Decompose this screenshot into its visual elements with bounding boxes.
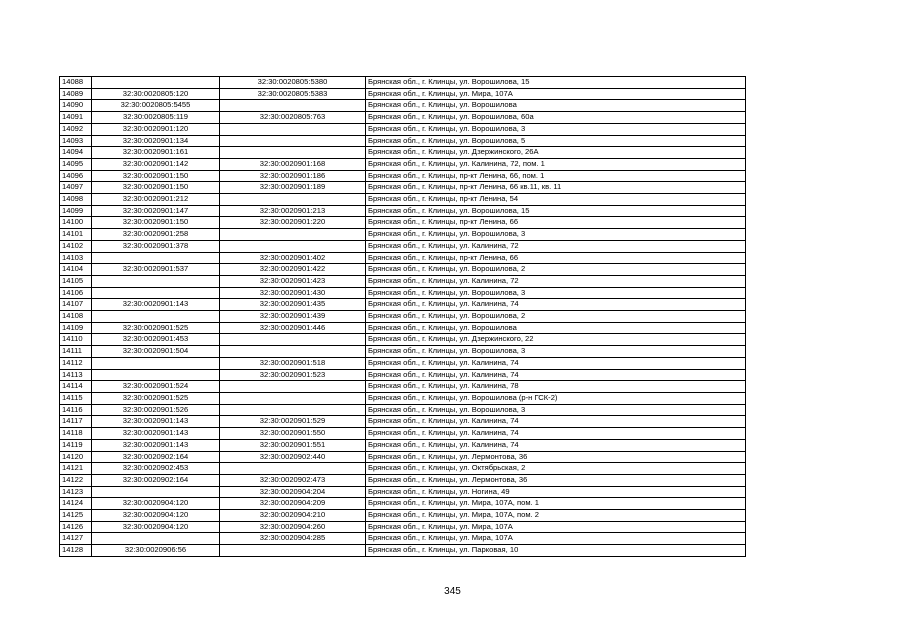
row-number-cell: 14120 — [60, 451, 92, 463]
row-number-cell: 14121 — [60, 463, 92, 475]
address-cell: Брянская обл., г. Клинцы, ул. Калинина, 72, пом. 1 — [366, 158, 746, 170]
row-number-cell: 14109 — [60, 322, 92, 334]
row-number-cell: 14096 — [60, 170, 92, 182]
table-row — [60, 123, 746, 135]
row-number-cell: 14102 — [60, 240, 92, 252]
parent-cadastral-number-cell: 32:30:0020906:56 — [92, 545, 220, 557]
row-number-cell: 14110 — [60, 334, 92, 346]
cadastral-table — [59, 76, 746, 557]
parent-cadastral-number-cell: 32:30:0020901:143 — [92, 416, 220, 428]
parent-cadastral-number-cell: 32:30:0020901:143 — [92, 299, 220, 311]
table-row — [60, 521, 746, 533]
cadastral-number-cell: 32:30:0020901:518 — [220, 357, 366, 369]
parent-cadastral-number-cell: 32:30:0020904:120 — [92, 521, 220, 533]
cadastral-number-cell: 32:30:0020901:529 — [220, 416, 366, 428]
row-number-cell: 14112 — [60, 357, 92, 369]
table-row — [60, 334, 746, 346]
cadastral-number-cell: 32:30:0020805:5383 — [220, 88, 366, 100]
cadastral-number-cell: 32:30:0020901:189 — [220, 182, 366, 194]
cadastral-number-cell — [220, 381, 366, 393]
table-row — [60, 275, 746, 287]
parent-cadastral-number-cell: 32:30:0020901:150 — [92, 217, 220, 229]
table-row — [60, 498, 746, 510]
address-cell: Брянская обл., г. Клинцы, пр-кт Ленина, 66 — [366, 217, 746, 229]
row-number-cell: 14089 — [60, 88, 92, 100]
row-number-cell: 14114 — [60, 381, 92, 393]
parent-cadastral-number-cell: 32:30:0020902:453 — [92, 463, 220, 475]
row-number-cell: 14119 — [60, 439, 92, 451]
table-row — [60, 77, 746, 89]
cadastral-number-cell — [220, 392, 366, 404]
address-cell: Брянская обл., г. Клинцы, ул. Калинина, 72 — [366, 275, 746, 287]
table-row — [60, 322, 746, 334]
cadastral-number-cell: 32:30:0020904:209 — [220, 498, 366, 510]
address-cell: Брянская обл., г. Клинцы, ул. Дзержинского, 22 — [366, 334, 746, 346]
cadastral-number-cell — [220, 100, 366, 112]
row-number-cell: 14101 — [60, 229, 92, 241]
row-number-cell: 14099 — [60, 205, 92, 217]
parent-cadastral-number-cell: 32:30:0020902:164 — [92, 474, 220, 486]
cadastral-number-cell — [220, 123, 366, 135]
address-cell: Брянская обл., г. Клинцы, ул. Ногина, 49 — [366, 486, 746, 498]
cadastral-number-cell: 32:30:0020904:260 — [220, 521, 366, 533]
row-number-cell: 14092 — [60, 123, 92, 135]
cadastral-number-cell: 32:30:0020904:285 — [220, 533, 366, 545]
table-row — [60, 510, 746, 522]
cadastral-number-cell: 32:30:0020901:550 — [220, 428, 366, 440]
table-row — [60, 428, 746, 440]
address-cell: Брянская обл., г. Клинцы, ул. Ворошилова, 3 — [366, 123, 746, 135]
cadastral-number-cell — [220, 147, 366, 159]
table-row — [60, 474, 746, 486]
row-number-cell: 14117 — [60, 416, 92, 428]
row-number-cell: 14124 — [60, 498, 92, 510]
address-cell: Брянская обл., г. Клинцы, ул. Ворошилова — [366, 100, 746, 112]
cadastral-number-cell: 32:30:0020901:439 — [220, 311, 366, 323]
address-cell: Брянская обл., г. Клинцы, ул. Ворошилова (р-н ГСК-2) — [366, 392, 746, 404]
table-row — [60, 392, 746, 404]
cadastral-number-cell — [220, 346, 366, 358]
table-row — [60, 381, 746, 393]
cadastral-number-cell: 32:30:0020904:204 — [220, 486, 366, 498]
cadastral-number-cell: 32:30:0020901:430 — [220, 287, 366, 299]
address-cell: Брянская обл., г. Клинцы, ул. Калинина, 72 — [366, 240, 746, 252]
table-body — [60, 77, 746, 557]
parent-cadastral-number-cell: 32:30:0020805:119 — [92, 112, 220, 124]
table-row — [60, 88, 746, 100]
row-number-cell: 14100 — [60, 217, 92, 229]
cadastral-number-cell: 32:30:0020902:440 — [220, 451, 366, 463]
cadastral-number-cell: 32:30:0020805:763 — [220, 112, 366, 124]
parent-cadastral-number-cell: 32:30:0020901:147 — [92, 205, 220, 217]
cadastral-number-cell: 32:30:0020901:213 — [220, 205, 366, 217]
table-row — [60, 404, 746, 416]
row-number-cell: 14126 — [60, 521, 92, 533]
table-row — [60, 217, 746, 229]
parent-cadastral-number-cell: 32:30:0020901:150 — [92, 170, 220, 182]
address-cell: Брянская обл., г. Клинцы, ул. Ворошилова, 2 — [366, 264, 746, 276]
row-number-cell: 14097 — [60, 182, 92, 194]
table-row — [60, 252, 746, 264]
parent-cadastral-number-cell: 32:30:0020901:525 — [92, 322, 220, 334]
parent-cadastral-number-cell: 32:30:0020901:134 — [92, 135, 220, 147]
table-row — [60, 451, 746, 463]
address-cell: Брянская обл., г. Клинцы, пр-кт Ленина, 66 кв.11, кв. 11 — [366, 182, 746, 194]
table-row — [60, 147, 746, 159]
table-row — [60, 311, 746, 323]
parent-cadastral-number-cell: 32:30:0020904:120 — [92, 510, 220, 522]
cadastral-number-cell: 32:30:0020901:186 — [220, 170, 366, 182]
parent-cadastral-number-cell — [92, 311, 220, 323]
cadastral-number-cell: 32:30:0020901:551 — [220, 439, 366, 451]
table-row — [60, 182, 746, 194]
row-number-cell: 14106 — [60, 287, 92, 299]
row-number-cell: 14105 — [60, 275, 92, 287]
table-row — [60, 112, 746, 124]
address-cell: Брянская обл., г. Клинцы, пр-кт Ленина, 54 — [366, 194, 746, 206]
table-row — [60, 240, 746, 252]
cadastral-number-cell — [220, 135, 366, 147]
address-cell: Брянская обл., г. Клинцы, ул. Парковая, 10 — [366, 545, 746, 557]
table-row — [60, 100, 746, 112]
cadastral-number-cell: 32:30:0020901:423 — [220, 275, 366, 287]
parent-cadastral-number-cell: 32:30:0020904:120 — [92, 498, 220, 510]
address-cell: Брянская обл., г. Клинцы, ул. Ворошилова — [366, 322, 746, 334]
address-cell: Брянская обл., г. Клинцы, ул. Калинина, 74 — [366, 369, 746, 381]
parent-cadastral-number-cell — [92, 357, 220, 369]
address-cell: Брянская обл., г. Клинцы, ул. Мира, 107А — [366, 533, 746, 545]
address-cell: Брянская обл., г. Клинцы, ул. Калинина, 74 — [366, 299, 746, 311]
table-row — [60, 369, 746, 381]
cadastral-number-cell — [220, 240, 366, 252]
cadastral-number-cell: 32:30:0020901:168 — [220, 158, 366, 170]
row-number-cell: 14125 — [60, 510, 92, 522]
address-cell: Брянская обл., г. Клинцы, ул. Октябрьская, 2 — [366, 463, 746, 475]
address-cell: Брянская обл., г. Клинцы, ул. Ворошилова, 15 — [366, 77, 746, 89]
parent-cadastral-number-cell: 32:30:0020901:453 — [92, 334, 220, 346]
row-number-cell: 14116 — [60, 404, 92, 416]
cadastral-number-cell — [220, 229, 366, 241]
row-number-cell: 14091 — [60, 112, 92, 124]
parent-cadastral-number-cell: 32:30:0020901:537 — [92, 264, 220, 276]
row-number-cell: 14104 — [60, 264, 92, 276]
row-number-cell: 14094 — [60, 147, 92, 159]
cadastral-number-cell: 32:30:0020901:435 — [220, 299, 366, 311]
address-cell: Брянская обл., г. Клинцы, ул. Ворошилова, 3 — [366, 346, 746, 358]
cadastral-number-cell: 32:30:0020902:473 — [220, 474, 366, 486]
parent-cadastral-number-cell: 32:30:0020901:150 — [92, 182, 220, 194]
parent-cadastral-number-cell: 32:30:0020901:504 — [92, 346, 220, 358]
parent-cadastral-number-cell: 32:30:0020901:524 — [92, 381, 220, 393]
cadastral-number-cell: 32:30:0020904:210 — [220, 510, 366, 522]
row-number-cell: 14122 — [60, 474, 92, 486]
parent-cadastral-number-cell — [92, 369, 220, 381]
row-number-cell: 14090 — [60, 100, 92, 112]
address-cell: Брянская обл., г. Клинцы, ул. Мира, 107А, пом. 2 — [366, 510, 746, 522]
row-number-cell: 14108 — [60, 311, 92, 323]
table-row — [60, 158, 746, 170]
row-number-cell: 14127 — [60, 533, 92, 545]
address-cell: Брянская обл., г. Клинцы, ул. Мира, 107А — [366, 88, 746, 100]
cadastral-number-cell — [220, 545, 366, 557]
table-row — [60, 463, 746, 475]
cadastral-number-cell: 32:30:0020901:422 — [220, 264, 366, 276]
table-row — [60, 170, 746, 182]
table-row — [60, 287, 746, 299]
address-cell: Брянская обл., г. Клинцы, ул. Калинина, 74 — [366, 428, 746, 440]
table-row — [60, 299, 746, 311]
table-row — [60, 533, 746, 545]
address-cell: Брянская обл., г. Клинцы, ул. Калинина, 74 — [366, 439, 746, 451]
parent-cadastral-number-cell: 32:30:0020902:164 — [92, 451, 220, 463]
parent-cadastral-number-cell: 32:30:0020901:526 — [92, 404, 220, 416]
address-cell: Брянская обл., г. Клинцы, пр-кт Ленина, 66, пом. 1 — [366, 170, 746, 182]
cadastral-number-cell — [220, 463, 366, 475]
table-row — [60, 264, 746, 276]
address-cell: Брянская обл., г. Клинцы, ул. Ворошилова, 15 — [366, 205, 746, 217]
parent-cadastral-number-cell: 32:30:0020901:142 — [92, 158, 220, 170]
table-row — [60, 357, 746, 369]
parent-cadastral-number-cell — [92, 486, 220, 498]
address-cell: Брянская обл., г. Клинцы, ул. Лермонтова, 36 — [366, 474, 746, 486]
parent-cadastral-number-cell — [92, 533, 220, 545]
row-number-cell: 14115 — [60, 392, 92, 404]
address-cell: Брянская обл., г. Клинцы, ул. Мира, 107А — [366, 521, 746, 533]
row-number-cell: 14113 — [60, 369, 92, 381]
table-row — [60, 346, 746, 358]
address-cell: Брянская обл., г. Клинцы, ул. Ворошилова, 2 — [366, 311, 746, 323]
address-cell: Брянская обл., г. Клинцы, ул. Ворошилова, 3 — [366, 229, 746, 241]
address-cell: Брянская обл., г. Клинцы, ул. Ворошилова, 3 — [366, 404, 746, 416]
address-cell: Брянская обл., г. Клинцы, ул. Лермонтова, 36 — [366, 451, 746, 463]
address-cell: Брянская обл., г. Клинцы, ул. Калинина, 74 — [366, 357, 746, 369]
parent-cadastral-number-cell — [92, 252, 220, 264]
row-number-cell: 14128 — [60, 545, 92, 557]
row-number-cell: 14093 — [60, 135, 92, 147]
parent-cadastral-number-cell: 32:30:0020901:212 — [92, 194, 220, 206]
table-row — [60, 205, 746, 217]
cadastral-number-cell: 32:30:0020901:220 — [220, 217, 366, 229]
cadastral-number-cell — [220, 194, 366, 206]
parent-cadastral-number-cell: 32:30:0020805:5455 — [92, 100, 220, 112]
parent-cadastral-number-cell: 32:30:0020901:258 — [92, 229, 220, 241]
row-number-cell: 14118 — [60, 428, 92, 440]
address-cell: Брянская обл., г. Клинцы, ул. Калинина, 78 — [366, 381, 746, 393]
table-row — [60, 545, 746, 557]
address-cell: Брянская обл., г. Клинцы, ул. Калинина, 74 — [366, 416, 746, 428]
row-number-cell: 14095 — [60, 158, 92, 170]
address-cell: Брянская обл., г. Клинцы, ул. Ворошилова, 5 — [366, 135, 746, 147]
parent-cadastral-number-cell: 32:30:0020901:120 — [92, 123, 220, 135]
row-number-cell: 14103 — [60, 252, 92, 264]
table-row — [60, 486, 746, 498]
parent-cadastral-number-cell — [92, 77, 220, 89]
parent-cadastral-number-cell — [92, 287, 220, 299]
address-cell: Брянская обл., г. Клинцы, ул. Ворошилова, 3 — [366, 287, 746, 299]
table-row — [60, 194, 746, 206]
cadastral-number-cell — [220, 334, 366, 346]
row-number-cell: 14123 — [60, 486, 92, 498]
parent-cadastral-number-cell: 32:30:0020901:143 — [92, 428, 220, 440]
parent-cadastral-number-cell: 32:30:0020901:143 — [92, 439, 220, 451]
parent-cadastral-number-cell: 32:30:0020901:378 — [92, 240, 220, 252]
page-number: 345 — [444, 586, 461, 597]
cadastral-number-cell: 32:30:0020901:446 — [220, 322, 366, 334]
address-cell: Брянская обл., г. Клинцы, пр-кт Ленина, 66 — [366, 252, 746, 264]
table-row — [60, 229, 746, 241]
parent-cadastral-number-cell: 32:30:0020901:161 — [92, 147, 220, 159]
parent-cadastral-number-cell: 32:30:0020901:525 — [92, 392, 220, 404]
row-number-cell: 14107 — [60, 299, 92, 311]
table-row — [60, 439, 746, 451]
row-number-cell: 14088 — [60, 77, 92, 89]
table-row — [60, 416, 746, 428]
cadastral-number-cell: 32:30:0020901:402 — [220, 252, 366, 264]
address-cell: Брянская обл., г. Клинцы, ул. Дзержинского, 26А — [366, 147, 746, 159]
parent-cadastral-number-cell: 32:30:0020805:120 — [92, 88, 220, 100]
cadastral-number-cell: 32:30:0020805:5380 — [220, 77, 366, 89]
row-number-cell: 14098 — [60, 194, 92, 206]
cadastral-number-cell: 32:30:0020901:523 — [220, 369, 366, 381]
row-number-cell: 14111 — [60, 346, 92, 358]
parent-cadastral-number-cell — [92, 275, 220, 287]
table-row — [60, 135, 746, 147]
address-cell: Брянская обл., г. Клинцы, ул. Ворошилова, 60а — [366, 112, 746, 124]
address-cell: Брянская обл., г. Клинцы, ул. Мира, 107А, пом. 1 — [366, 498, 746, 510]
cadastral-number-cell — [220, 404, 366, 416]
